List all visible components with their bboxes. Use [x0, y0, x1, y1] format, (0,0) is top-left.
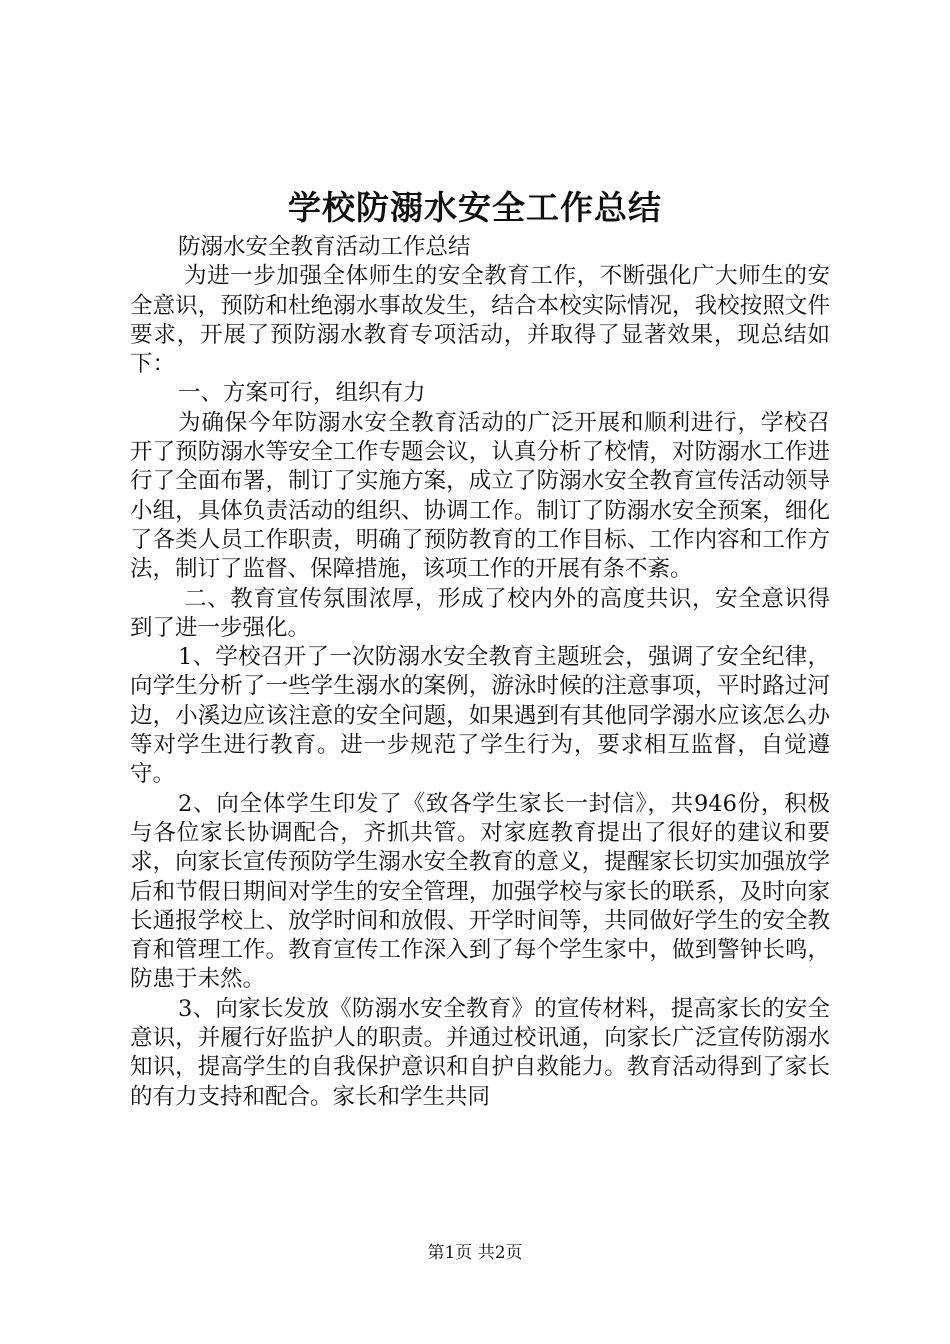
- document-title: 学校防溺水安全工作总结: [288, 188, 662, 227]
- section-heading-2: 二、教育宣传氛围浓厚，形成了校内外的高度共识，安全意识得到了进一步强化。: [130, 585, 830, 641]
- page-number: 第1页 共2页: [427, 1243, 523, 1263]
- section-heading-1: 一、方案可行，组织有力: [178, 380, 426, 407]
- section-paragraph-1: 为确保今年防溺水安全教育活动的广泛开展和顺利进行，学校召开了预防溺水等安全工作专题会议，认真分析了校情，对防溺水工作进行了全面布署，制订了实施方案，成立了防溺水安全教育宣传活动领导小组，具体负责活动的组织、协调工作。制订了防溺水安全预案，细化了各类人员工作职责，明确了预防教育的工作目标、工作内容和工作方法，制订了监督、保障措施，该项工作的开展有条不紊。: [130, 409, 830, 583]
- subtitle-paragraph: 防溺水安全教育活动工作总结: [178, 234, 471, 260]
- document-body: [130, 233, 830, 1112]
- item-paragraph-1: 1、学校召开了一次防溺水安全教育主题班会，强调了安全纪律，向学生分析了一些学生溺水的案例，游泳时候的注意事项，平时路过河边，小溪边应该注意的安全问题，如果遇到有其他同学溺水应该怎么办等对学生进行教育。进一步规范了学生行为，要求相互监督，自觉遵守。: [130, 644, 830, 788]
- item-paragraph-3: 3、向家长发放《防溺水安全教育》的宣传材料，提高家长的安全意识，并履行好监护人的职责。并通过校讯通，向家长广泛宣传防溺水知识，提高学生的自我保护意识和自护自救能力。教育活动得到了家长的有力支持和配合。家长和学生共同: [130, 995, 830, 1110]
- item-paragraph-2: 2、向全体学生印发了《致各学生家长一封信》，共946份，积极与各位家长协调配合，齐抓共管。对家庭教育提出了很好的建议和要求，向家长宣传预防学生溺水安全教育的意义，提醒家长切实加强放学后和节假日期间对学生的安全管理，加强学校与家长的联系，及时向家长通报学校上、放学时间和放假、开学时间等，共同做好学生的安全教育和管理工作。教育宣传工作深入到了每个学生家中，做到警钟长鸣，防患于未然。: [130, 790, 830, 993]
- intro-paragraph: 为进一步加强全体师生的安全教育工作，不断强化广大师生的安全意识，预防和杜绝溺水事故发生，结合本校实际情况，我校按照文件要求，开展了预防溺水教育专项活动，并取得了显著效果，现总结如下：: [130, 263, 830, 378]
